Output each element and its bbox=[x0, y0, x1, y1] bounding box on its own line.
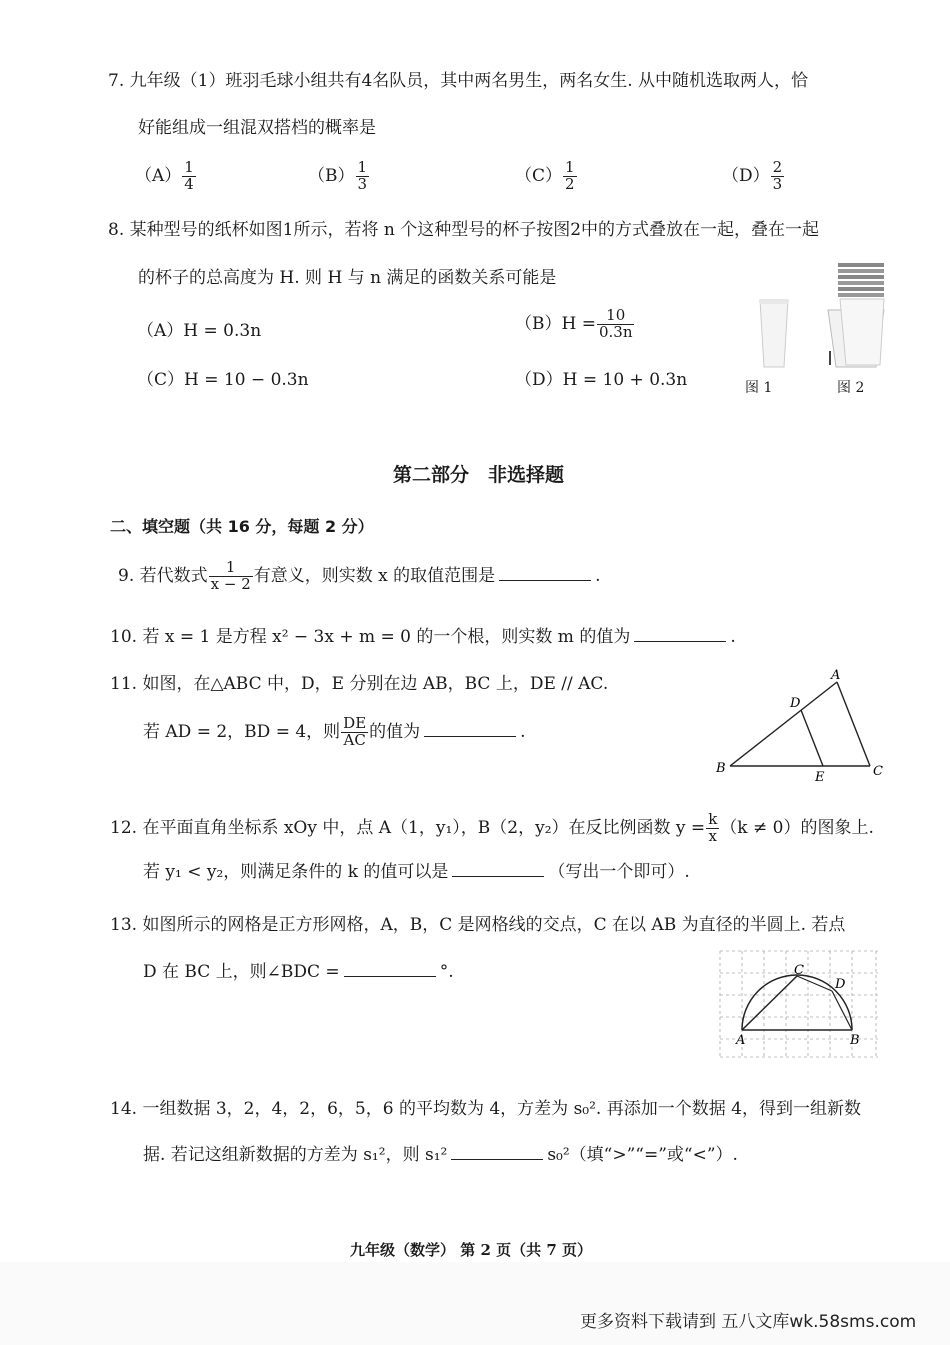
q7-option-a: （A） $\frac{1}{4}$ bbox=[135, 158, 194, 193]
label-e: E bbox=[815, 770, 825, 785]
download-banner-text[interactable]: 更多资料下载请到 五八文库wk.58sms.com bbox=[580, 1312, 917, 1332]
label-d: D bbox=[790, 696, 801, 711]
q8-option-a: （A）H = 0.3n bbox=[137, 321, 262, 341]
label-a: A bbox=[831, 668, 841, 683]
q7-option-c: （C） $\frac{1}{2}$ bbox=[515, 158, 575, 193]
q13-line1: 13. 如图所示的网格是正方形网格，A，B，C 是网格线的交点，C 在以 AB 为直径的半圆上. 若点 bbox=[110, 915, 846, 935]
q7-option-d: （D） $\frac{2}{3}$ bbox=[722, 158, 783, 193]
q12-line1: 12. 在平面直角坐标系 xOy 中，点 A（1，y₁），B（2，y₂）在反比例函数 y = $\frac{k}{x}$ （k ≠ 0）的图象上. bbox=[110, 810, 874, 845]
grid-label-c: C bbox=[794, 963, 804, 978]
q14-line1: 14. 一组数据 3，2，4，2，6，5，6 的平均数为 4，方差为 s₀². 再添加一个数据 4，得到一组新数 bbox=[110, 1099, 861, 1119]
download-banner bbox=[0, 1262, 950, 1345]
q10: 10. 若 x = 1 是方程 x² − 3x + m = 0 的一个根，则实数 m 的值为 . bbox=[110, 627, 736, 647]
q8-option-b: （B）H = $\frac{10}{0.3n}$ bbox=[515, 306, 633, 341]
q8-option-c: （C）H = 10 − 0.3n bbox=[137, 370, 309, 390]
q11-line2: 若 AD = 2，BD = 4，则 $\frac{DE}{AC}$ 的值为 . bbox=[143, 714, 526, 749]
fig1-caption: 图 1 bbox=[745, 380, 773, 396]
q9: 9. 若代数式 $\frac{1}{x - 2}$ 有意义，则实数 x 的取值范围是 . bbox=[118, 558, 601, 593]
q12-line2: 若 y₁ < y₂，则满足条件的 k 的值可以是 （写出一个即可）. bbox=[143, 862, 690, 882]
q7-option-b: （B） $\frac{1}{3}$ bbox=[308, 158, 368, 193]
fig2-caption: 图 2 bbox=[837, 380, 865, 396]
part2-title: 第二部分 非选择题 bbox=[393, 464, 565, 486]
semicircle-grid-figure bbox=[712, 945, 887, 1063]
stacked-cups-icon bbox=[828, 263, 884, 367]
cups-figure bbox=[730, 255, 900, 375]
section2-heading: 二、填空题（共 16 分，每题 2 分） bbox=[110, 517, 374, 536]
q14-line2: 据. 若记这组新数据的方差为 s₁²，则 s₁² s₀²（填“>”“=”或“<”）. bbox=[143, 1145, 738, 1165]
label-c: C bbox=[873, 764, 883, 779]
single-cup-icon bbox=[760, 300, 788, 367]
q13-line2: D 在 BC 上，则∠BDC = °. bbox=[143, 962, 454, 982]
grid-label-d: D bbox=[835, 977, 846, 992]
q8-line1: 8. 某种型号的纸杯如图1所示，若将 n 个这种型号的杯子按图2中的方式叠放在一起，叠在一起 bbox=[108, 220, 820, 240]
q8-line2: 的杯子的总高度为 H. 则 H 与 n 满足的函数关系可能是 bbox=[138, 268, 557, 288]
q7-line1: 7. 九年级（1）班羽毛球小组共有4名队员，其中两名男生，两名女生. 从中随机选取两人，恰 bbox=[108, 71, 809, 91]
q8-option-d: （D）H = 10 + 0.3n bbox=[515, 370, 688, 390]
triangle-abc-figure bbox=[710, 665, 890, 785]
q7-line2: 好能组成一组混双搭档的概率是 bbox=[138, 118, 376, 138]
page-footer: 九年级（数学） 第 2 页（共 7 页） bbox=[350, 1241, 592, 1259]
label-b: B bbox=[716, 761, 726, 776]
grid-label-a: A bbox=[736, 1033, 746, 1048]
grid-label-b: B bbox=[850, 1033, 860, 1048]
q11-line1: 11. 如图，在△ABC 中，D，E 分别在边 AB，BC 上，DE // AC. bbox=[110, 674, 609, 694]
